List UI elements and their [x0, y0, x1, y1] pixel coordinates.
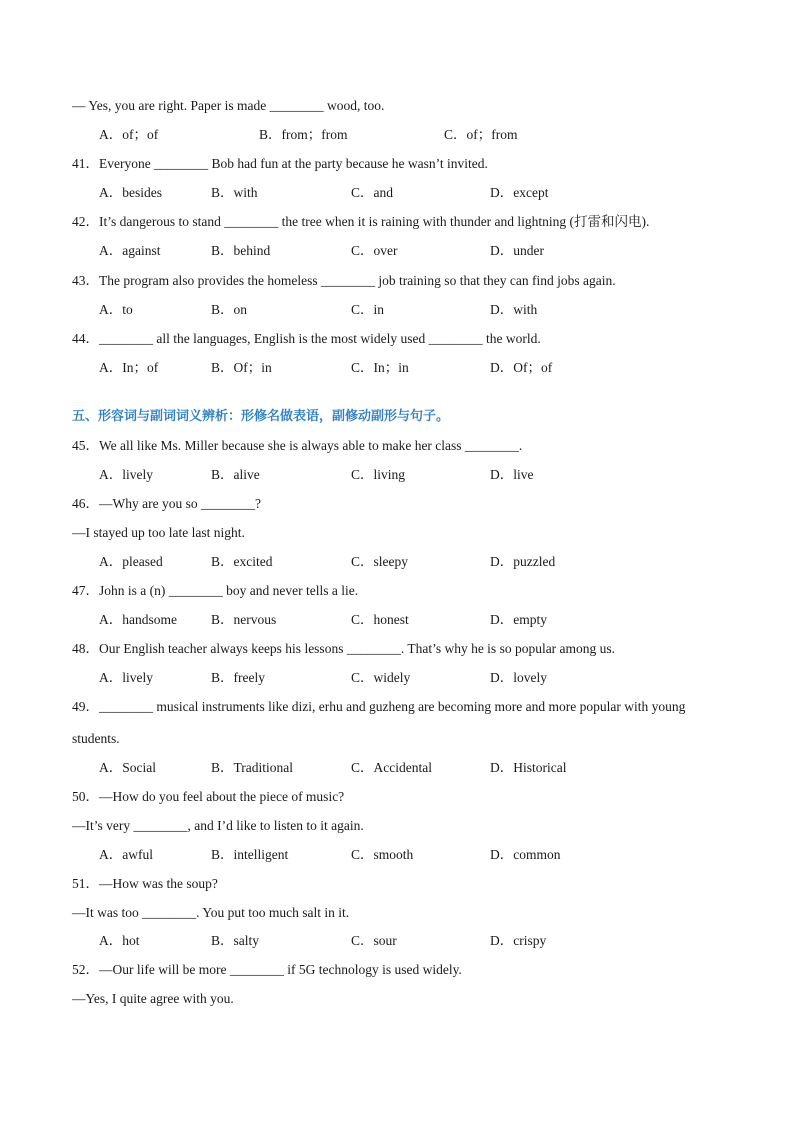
q48-option-d[interactable]: D．lovely [490, 670, 547, 685]
q50-option-c[interactable]: C．smooth [351, 847, 414, 862]
q40-options [99, 126, 739, 144]
section-heading: 五、形容词与副词词义辨析：形修名做表语，副修动副形与句子。 [72, 409, 450, 424]
q52-answer: —Yes, I quite agree with you. [72, 991, 234, 1006]
q43-options [99, 301, 739, 319]
q47-option-b[interactable]: B．nervous [211, 612, 277, 627]
q46-option-c[interactable]: C．sleepy [351, 554, 408, 569]
q42-options [99, 242, 739, 260]
q40-option-a[interactable]: A．of；of [99, 127, 159, 142]
q43-stem: 43．The program also provides the homeless ________ job training so that they can find jobs again. [72, 273, 616, 288]
q46-stem: 46．—Why are you so ________? [72, 496, 261, 511]
q45-option-a[interactable]: A．lively [99, 467, 153, 482]
q44-option-a[interactable]: A．In；of [99, 360, 159, 375]
q41-stem: 41．Everyone ________ Bob had fun at the party because he wasn’t invited. [72, 156, 488, 171]
q41-option-d[interactable]: D．except [490, 185, 549, 200]
q43-option-d[interactable]: D．with [490, 302, 538, 317]
q49-option-a[interactable]: A．Social [99, 760, 156, 775]
q51-option-d[interactable]: D．crispy [490, 933, 547, 948]
q51-options [99, 932, 739, 950]
q46-option-b[interactable]: B．excited [211, 554, 273, 569]
q50-stem: 50．—How do you feel about the piece of music? [72, 789, 345, 804]
q47-options [99, 611, 739, 629]
q47-stem: 47．John is a (n) ________ boy and never tells a lie. [72, 583, 359, 598]
q44-option-d[interactable]: D．Of；of [490, 360, 553, 375]
q46-option-d[interactable]: D．puzzled [490, 554, 556, 569]
q45-stem: 45．We all like Ms. Miller because she is always able to make her class ________. [72, 438, 523, 453]
q41-option-c[interactable]: C．and [351, 185, 393, 200]
q47-option-a[interactable]: A．handsome [99, 612, 177, 627]
q41-option-a[interactable]: A．besides [99, 185, 162, 200]
q49-option-b[interactable]: B．Traditional [211, 760, 294, 775]
q50-answer: —It’s very ________, and I’d like to listen to it again. [72, 818, 364, 833]
q48-option-c[interactable]: C．widely [351, 670, 411, 685]
q46-options [99, 553, 739, 571]
q44-stem: 44．________ all the languages, English is the most widely used ________ the world. [72, 331, 541, 346]
q51-option-a[interactable]: A．hot [99, 933, 140, 948]
q42-option-d[interactable]: D．under [490, 243, 544, 258]
q44-option-b[interactable]: B．Of；in [211, 360, 272, 375]
q42-stem: 42．It’s dangerous to stand ________ the tree when it is raining with thunder and lightning (打雷和闪电). [72, 214, 650, 229]
q46-option-a[interactable]: A．pleased [99, 554, 163, 569]
q51-stem: 51．—How was the soup? [72, 876, 218, 891]
q44-option-c[interactable]: C．In；in [351, 360, 409, 375]
q48-stem: 48．Our English teacher always keeps his lessons ________. That’s why he is so popular among us. [72, 641, 616, 656]
q50-option-b[interactable]: B．intelligent [211, 847, 289, 862]
q40-option-b[interactable]: B．from；from [259, 127, 348, 142]
q45-option-c[interactable]: C．living [351, 467, 406, 482]
q50-option-d[interactable]: D．common [490, 847, 561, 862]
q50-option-a[interactable]: A．awful [99, 847, 153, 862]
q40-option-c[interactable]: C．of；from [444, 127, 518, 142]
q45-options [99, 466, 739, 484]
q49-stem: 49．________ musical instruments like dizi, erhu and guzheng are becoming more and more popular with young [72, 699, 686, 714]
q48-option-a[interactable]: A．lively [99, 670, 153, 685]
q51-answer: —It was too ________. You put too much salt in it. [72, 905, 350, 920]
q40-answer-line: — Yes, you are right. Paper is made ________ wood, too. [72, 98, 385, 113]
q47-option-c[interactable]: C．honest [351, 612, 409, 627]
q49-option-c[interactable]: C．Accidental [351, 760, 432, 775]
q44-options [99, 359, 739, 377]
q49-stem-continued: students. [72, 731, 120, 746]
q42-option-a[interactable]: A．against [99, 243, 161, 258]
q45-option-b[interactable]: B．alive [211, 467, 260, 482]
q43-option-c[interactable]: C．in [351, 302, 385, 317]
q48-options [99, 669, 739, 687]
q45-option-d[interactable]: D．live [490, 467, 534, 482]
q52-stem: 52．—Our life will be more ________ if 5G technology is used widely. [72, 962, 462, 977]
q42-option-c[interactable]: C．over [351, 243, 398, 258]
q41-options [99, 184, 739, 202]
q43-option-b[interactable]: B．on [211, 302, 248, 317]
q49-option-d[interactable]: D．Historical [490, 760, 567, 775]
q51-option-b[interactable]: B．salty [211, 933, 260, 948]
q47-option-d[interactable]: D．empty [490, 612, 547, 627]
q51-option-c[interactable]: C．sour [351, 933, 397, 948]
q48-option-b[interactable]: B．freely [211, 670, 265, 685]
q50-options [99, 846, 739, 864]
q41-option-b[interactable]: B．with [211, 185, 258, 200]
q46-answer: —I stayed up too late last night. [72, 525, 245, 540]
q43-option-a[interactable]: A．to [99, 302, 133, 317]
q42-option-b[interactable]: B．behind [211, 243, 271, 258]
q49-options [99, 759, 739, 777]
